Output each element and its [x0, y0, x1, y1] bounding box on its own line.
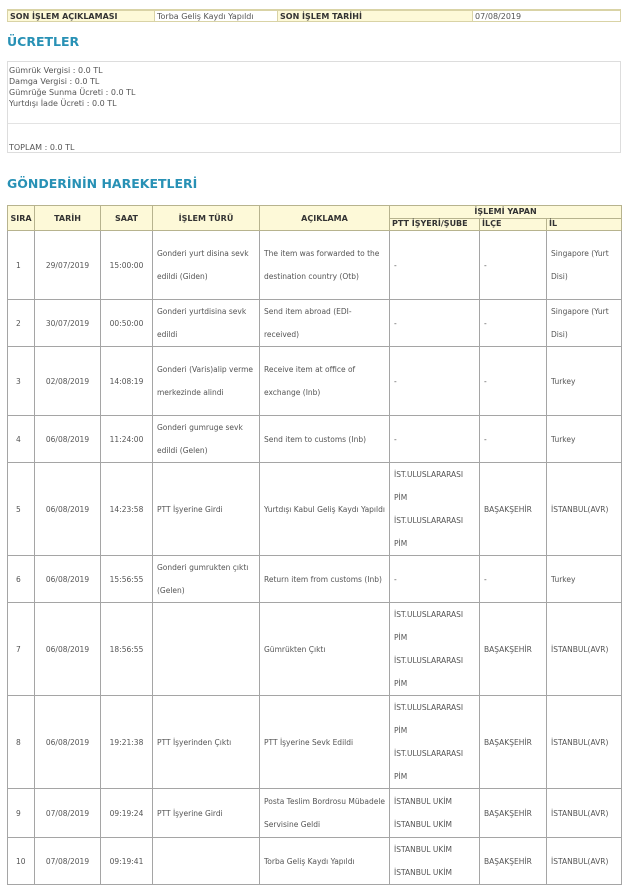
cell-il: İSTANBUL(AVR): [547, 789, 622, 838]
cell-tarih: 06/08/2019: [35, 556, 101, 603]
cell-ilce: BAŞAKŞEHİR: [480, 696, 547, 789]
header-saat: SAAT: [101, 206, 153, 231]
movements-title: GÖNDERİNİN HAREKETLERİ: [7, 176, 198, 191]
ptt-isyeri-primary: İST.ULUSLARARASI PİM: [394, 470, 464, 502]
cell-aciklama: Gümrükten Çıktı: [260, 603, 390, 696]
cell-ptt-isyeri: -: [390, 300, 480, 347]
last-operation-date-value: 07/08/2019: [473, 10, 621, 22]
ptt-isyeri-secondary: İST.ULUSLARARASI PİM: [394, 749, 464, 781]
cell-saat: 00:50:00: [101, 300, 153, 347]
cell-ilce: BAŞAKŞEHİR: [480, 838, 547, 885]
cell-saat: 09:19:24: [101, 789, 153, 838]
ptt-isyeri-primary: İST.ULUSLARARASI PİM: [394, 703, 464, 735]
fee-label: Yurtdışı İade Ücreti: [9, 99, 85, 108]
table-row: [8, 696, 622, 789]
cell-aciklama: Yurtdışı Kabul Geliş Kaydı Yapıldı: [260, 463, 390, 556]
cell-islem-turu: PTT İşyerinden Çıktı: [153, 696, 260, 789]
cell-ilce: -: [480, 416, 547, 463]
cell-il: İSTANBUL(AVR): [547, 603, 622, 696]
cell-ptt-isyeri: [390, 696, 480, 789]
last-operation-description-value: Torba Geliş Kaydı Yapıldı: [155, 10, 277, 22]
last-operation-description-label: SON İŞLEM AÇIKLAMASI: [7, 10, 155, 22]
cell-il: Singapore (Yurt Disi): [547, 300, 622, 347]
cell-tarih: 06/08/2019: [35, 463, 101, 556]
cell-islem-turu: [153, 838, 260, 885]
cell-islem-turu: [153, 603, 260, 696]
cell-islem-turu: PTT İşyerine Girdi: [153, 463, 260, 556]
fee-label: Damga Vergisi: [9, 77, 67, 86]
fee-value: 0.0 TL: [74, 77, 100, 86]
cell-saat: 18:56:55: [101, 603, 153, 696]
cell-tarih: 07/08/2019: [35, 838, 101, 885]
fee-value: 0.0 TL: [91, 99, 117, 108]
fees-total-label: TOPLAM: [9, 143, 43, 152]
fees-total-value: 0.0 TL: [49, 143, 75, 152]
cell-aciklama: Posta Teslim Bordrosu Mübadele Servisine Geldi: [260, 789, 390, 838]
table-row: [8, 556, 622, 603]
fees-list: [9, 65, 135, 109]
ptt-isyeri-primary: İST.ULUSLARARASI PİM: [394, 610, 464, 642]
cell-sira: 2: [8, 300, 35, 347]
cell-sira: 7: [8, 603, 35, 696]
table-row: [8, 300, 622, 347]
cell-saat: 09:19:41: [101, 838, 153, 885]
cell-islem-turu: Gonderi gumrukten çıktı (Gelen): [153, 556, 260, 603]
cell-il: İSTANBUL(AVR): [547, 838, 622, 885]
cell-aciklama: Send item abroad (EDI-received): [260, 300, 390, 347]
cell-tarih: 06/08/2019: [35, 416, 101, 463]
fee-item: Gümrüğe Sunma Ücreti : 0.0 TL: [9, 88, 136, 97]
cell-tarih: 29/07/2019: [35, 231, 101, 300]
cell-il: Turkey: [547, 416, 622, 463]
ptt-isyeri-primary: İSTANBUL UKİM: [394, 845, 453, 854]
cell-sira: 9: [8, 789, 35, 838]
fee-label: Gümrük Vergisi: [9, 66, 71, 75]
header-ilce: İLÇE: [480, 218, 547, 231]
header-tarih: TARİH: [35, 206, 101, 231]
cell-tarih: 07/08/2019: [35, 789, 101, 838]
cell-ilce: BAŞAKŞEHİR: [480, 463, 547, 556]
header-il: İL: [547, 218, 622, 231]
header-islem-turu: İŞLEM TÜRÜ: [153, 206, 260, 231]
cell-tarih: 06/08/2019: [35, 696, 101, 789]
fee-item: Gümrük Vergisi : 0.0 TL: [9, 66, 103, 75]
cell-il: Turkey: [547, 556, 622, 603]
cell-saat: 15:00:00: [101, 231, 153, 300]
cell-sira: 5: [8, 463, 35, 556]
fees-divider: [8, 123, 620, 124]
fee-value: 0.0 TL: [78, 66, 103, 75]
fee-item: Damga Vergisi : 0.0 TL: [9, 77, 100, 86]
header-aciklama: AÇIKLAMA: [260, 206, 390, 231]
cell-aciklama: Return item from customs (Inb): [260, 556, 390, 603]
fees-title: ÜCRETLER: [7, 34, 80, 49]
table-row: [8, 347, 622, 416]
fees-total: TOPLAM : 0.0 TL: [9, 143, 75, 152]
header-sira: SIRA: [8, 206, 35, 231]
cell-ilce: -: [480, 556, 547, 603]
cell-tarih: 02/08/2019: [35, 347, 101, 416]
fees-box: [7, 61, 621, 153]
cell-aciklama: The item was forwarded to the destination country (Otb): [260, 231, 390, 300]
table-row: [8, 463, 622, 556]
cell-sira: 8: [8, 696, 35, 789]
cell-ptt-isyeri: [390, 603, 480, 696]
cell-ptt-isyeri: [390, 789, 480, 838]
table-row: [8, 838, 622, 885]
movements-table-body: [8, 231, 622, 885]
ptt-isyeri-secondary: İSTANBUL UKİM: [394, 820, 453, 829]
cell-sira: 1: [8, 231, 35, 300]
cell-ptt-isyeri: [390, 838, 480, 885]
last-operation-date-label: SON İŞLEM TARİHİ: [277, 10, 473, 22]
cell-il: Turkey: [547, 347, 622, 416]
table-row: [8, 231, 622, 300]
cell-ilce: BAŞAKŞEHİR: [480, 789, 547, 838]
cell-ilce: -: [480, 347, 547, 416]
ptt-isyeri-secondary: İST.ULUSLARARASI PİM: [394, 516, 464, 548]
cell-ptt-isyeri: -: [390, 556, 480, 603]
cell-saat: 15:56:55: [101, 556, 153, 603]
fee-label: Gümrüğe Sunma Ücreti: [9, 88, 104, 97]
cell-islem-turu: Gonderi (Varis)alip verme merkezinde alindi: [153, 347, 260, 416]
cell-ptt-isyeri: -: [390, 347, 480, 416]
cell-il: İSTANBUL(AVR): [547, 696, 622, 789]
header-islemi-yapan: İŞLEMİ YAPAN: [390, 206, 622, 219]
cell-ilce: -: [480, 231, 547, 300]
cell-tarih: 06/08/2019: [35, 603, 101, 696]
cell-sira: 6: [8, 556, 35, 603]
cell-saat: 14:08:19: [101, 347, 153, 416]
cell-saat: 11:24:00: [101, 416, 153, 463]
table-row: [8, 603, 622, 696]
cell-aciklama: Send item to customs (Inb): [260, 416, 390, 463]
cell-il: Singapore (Yurt Disi): [547, 231, 622, 300]
cell-islem-turu: Gonderi yurtdisina sevk edildi: [153, 300, 260, 347]
cell-ilce: BAŞAKŞEHİR: [480, 603, 547, 696]
cell-islem-turu: Gonderi yurt disina sevk edildi (Giden): [153, 231, 260, 300]
table-row: [8, 416, 622, 463]
cell-ptt-isyeri: -: [390, 416, 480, 463]
last-operation-row: [7, 9, 621, 22]
cell-sira: 4: [8, 416, 35, 463]
cell-islem-turu: PTT İşyerine Girdi: [153, 789, 260, 838]
cell-tarih: 30/07/2019: [35, 300, 101, 347]
cell-saat: 19:21:38: [101, 696, 153, 789]
cell-ilce: -: [480, 300, 547, 347]
cell-aciklama: Receive item at office of exchange (Inb): [260, 347, 390, 416]
cell-ptt-isyeri: -: [390, 231, 480, 300]
fee-value: 0.0 TL: [110, 88, 136, 97]
movements-table: [7, 205, 622, 885]
fee-item: Yurtdışı İade Ücreti : 0.0 TL: [9, 99, 117, 108]
cell-aciklama: PTT İşyerine Sevk Edildi: [260, 696, 390, 789]
cell-sira: 10: [8, 838, 35, 885]
ptt-isyeri-secondary: İST.ULUSLARARASI PİM: [394, 656, 464, 688]
cell-sira: 3: [8, 347, 35, 416]
cell-il: İSTANBUL(AVR): [547, 463, 622, 556]
header-ptt-isyeri: PTT İŞYERİ/ŞUBE: [390, 218, 480, 231]
cell-aciklama: Torba Geliş Kaydı Yapıldı: [260, 838, 390, 885]
table-row: [8, 789, 622, 838]
ptt-isyeri-secondary: İSTANBUL UKİM: [394, 868, 453, 877]
cell-saat: 14:23:58: [101, 463, 153, 556]
cell-ptt-isyeri: [390, 463, 480, 556]
ptt-isyeri-primary: İSTANBUL UKİM: [394, 797, 453, 806]
cell-islem-turu: Gonderi gumruge sevk edildi (Gelen): [153, 416, 260, 463]
